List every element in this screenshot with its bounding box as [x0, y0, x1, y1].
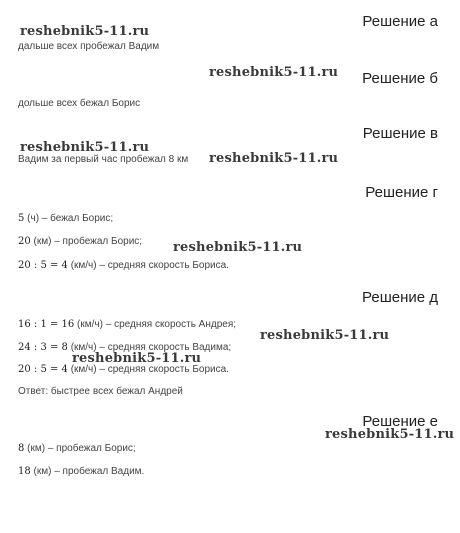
watermark: reshebnik5-11.ru	[72, 351, 202, 366]
calc-text: (ч) – бежал Борис;	[24, 213, 114, 224]
watermark: reshebnik5-11.ru	[209, 151, 339, 166]
calc-line	[18, 443, 136, 454]
calc-line	[18, 466, 144, 477]
calc-text: (км/ч) – средняя скорость Бориса.	[67, 364, 229, 375]
calc-text: (км/ч) – средняя скорость Вадима;	[67, 342, 232, 353]
text-v: Вадим за первый час пробежал 8 км	[18, 154, 189, 165]
heading-a: Решение а	[362, 13, 438, 30]
calc-text: (км/ч) – средняя скорость Андрея;	[74, 319, 237, 330]
calc-text: (км) – пробежал Вадим.	[30, 466, 145, 477]
watermark: reshebnik5-11.ru	[20, 24, 150, 39]
watermark: reshebnik5-11.ru	[20, 140, 150, 155]
text-a: дальше всех пробежал Вадим	[18, 41, 160, 52]
calc-line	[18, 260, 229, 271]
calc-line	[18, 236, 142, 247]
calc-line	[18, 364, 229, 375]
calc-text: (км/ч) – средняя скорость Бориса.	[67, 260, 229, 271]
watermark: reshebnik5-11.ru	[260, 328, 390, 343]
watermark: reshebnik5-11.ru	[173, 240, 303, 255]
heading-e: Решение е	[362, 413, 438, 430]
calc-text: (км) – пробежал Борис;	[24, 443, 136, 454]
text-b: дольше всех бежал Борис	[18, 98, 141, 109]
calc-line	[18, 213, 113, 224]
calc-value: 20 : 5 = 4	[18, 260, 68, 271]
heading-g: Решение г	[365, 184, 438, 201]
calc-value: 5	[18, 213, 25, 224]
heading-d: Решение д	[362, 289, 438, 306]
calc-line	[18, 319, 236, 330]
calc-value: 20 : 5 = 4	[18, 364, 68, 375]
heading-b: Решение б	[362, 70, 438, 87]
calc-text: (км) – пробежал Борис;	[30, 236, 143, 247]
calc-value: 24 : 3 = 8	[18, 342, 68, 353]
calc-value: 16 : 1 = 16	[18, 319, 75, 330]
calc-value: 8	[18, 443, 25, 454]
calc-value: 20	[18, 236, 31, 247]
watermark: reshebnik5-11.ru	[325, 427, 455, 442]
watermark: reshebnik5-11.ru	[209, 65, 339, 80]
answer-text: Ответ: быстрее всех бежал Андрей	[18, 386, 183, 397]
heading-v: Решение в	[362, 125, 438, 142]
calc-value: 18	[18, 466, 31, 477]
